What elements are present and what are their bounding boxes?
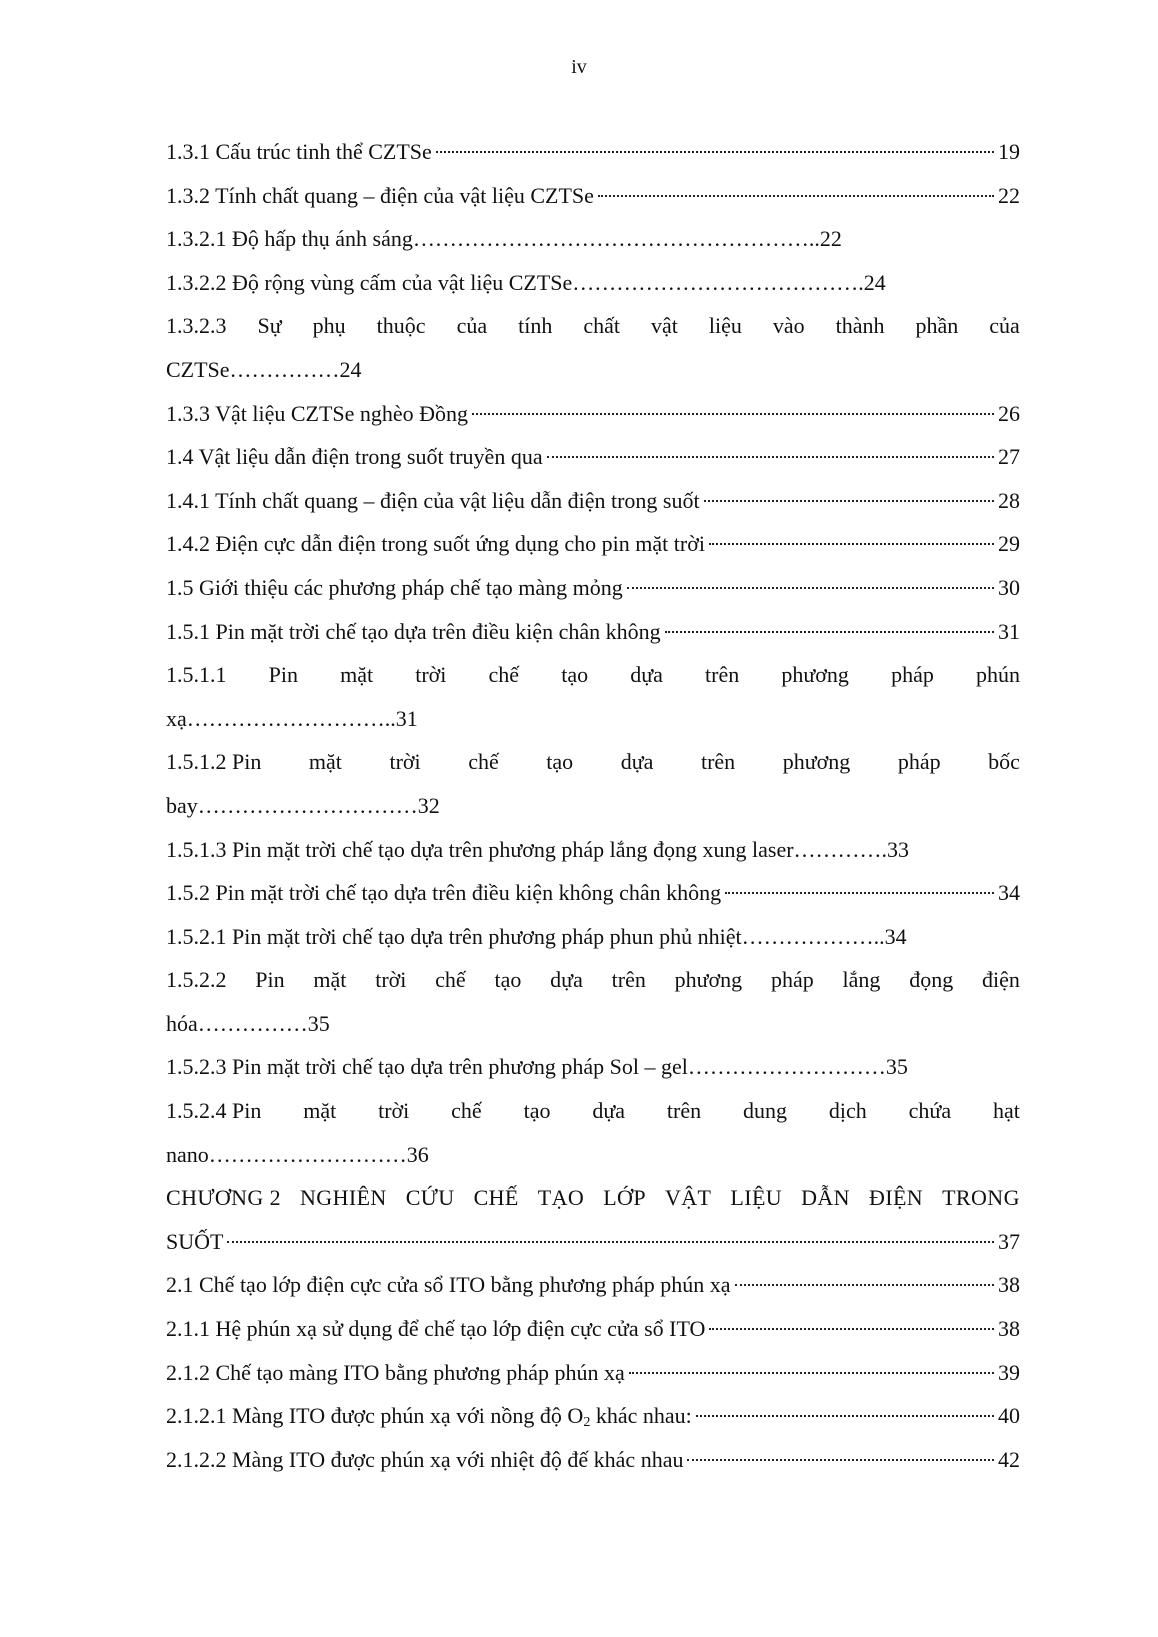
toc-entry-label: SUỐT [166, 1228, 224, 1254]
toc-word: LỚP [603, 1185, 646, 1211]
toc-word: liệu [708, 313, 742, 339]
toc-word: tạo [546, 749, 574, 775]
toc-entry[interactable] [166, 392, 1020, 436]
toc-entry[interactable] [166, 1263, 1020, 1307]
toc-word: phương [782, 749, 851, 775]
toc-word: tạo [561, 662, 589, 688]
toc-word: dựa [592, 1098, 626, 1124]
toc-entry-continuation[interactable] [166, 348, 1020, 392]
toc-word: 1.3.2.3 [166, 313, 227, 339]
toc-word: trời [375, 967, 407, 993]
toc-word: Pin [268, 662, 298, 688]
toc-word: dựa [630, 662, 663, 688]
toc-word: dựa [550, 967, 583, 993]
toc-word: lắng [842, 967, 881, 993]
toc-word: NGHIÊN [300, 1185, 387, 1211]
dot-leader [598, 195, 994, 197]
toc-word: mặt [340, 662, 374, 688]
toc-word: trên [700, 749, 736, 775]
toc-word: VẬT [664, 1185, 712, 1211]
toc-word: dựa [620, 749, 654, 775]
toc-word: của [456, 313, 488, 339]
toc-entry-page: 34 [998, 880, 1020, 906]
dot-leader [687, 1459, 994, 1461]
toc-word: phún [975, 662, 1020, 688]
toc-word: trời [389, 749, 421, 775]
toc-word: phương [674, 967, 743, 993]
toc-entry-label [166, 1394, 692, 1438]
toc-entry-text: 1.3.2.2 Độ rộng vùng cấm của vật liệu CZTSe………………………………….24 [166, 269, 886, 295]
toc-word: trên [666, 1098, 702, 1124]
toc-entry-page: 38 [998, 1316, 1020, 1342]
toc-entry-page: 31 [998, 618, 1020, 644]
toc-entry[interactable] [166, 566, 1020, 610]
toc-word: LIỆU [730, 1185, 783, 1211]
toc-entry-text: CZTSe……………24 [166, 356, 362, 382]
subscript: 2 [583, 1415, 591, 1431]
toc-entry-label: 1.4.1 Tính chất quang – điện của vật liệu dẫn điện trong suốt [166, 487, 700, 513]
toc-entry-text: xạ………………………..31 [166, 705, 418, 731]
toc-entry-justified-line[interactable] [166, 653, 1020, 697]
toc-word: trên [705, 662, 740, 688]
dot-leader [472, 413, 994, 415]
toc-entry-continuation[interactable] [166, 1133, 1020, 1177]
toc-entry-label: 1.4 Vật liệu dẫn điện trong suốt truyền qua [166, 444, 543, 470]
toc-word: Sự [257, 313, 282, 339]
dot-leader [709, 543, 994, 545]
toc-word: trời [415, 662, 447, 688]
dot-leader [547, 456, 994, 458]
toc-entry[interactable] [166, 610, 1020, 654]
toc-entry-text: nano………………………36 [166, 1141, 429, 1167]
toc-entry[interactable] [166, 130, 1020, 174]
toc-word: trời [378, 1098, 410, 1124]
toc-entry-justified-line[interactable] [166, 1089, 1020, 1133]
toc-word: phụ [312, 313, 346, 339]
toc-word: dung [743, 1098, 787, 1124]
dot-leader [665, 631, 994, 633]
toc-entry-page: 29 [998, 531, 1020, 557]
toc-entry-text: 1.5.2.3 Pin mặt trời chế tạo dựa trên phương pháp Sol – gel………………………35 [166, 1054, 908, 1080]
toc-word: DẪN [801, 1185, 850, 1211]
toc-word: 1.5.2.2 [166, 967, 227, 993]
toc-entry-label: 1.5.1 Pin mặt trời chế tạo dựa trên điều kiện chân không [166, 618, 661, 644]
toc-word: vật [650, 313, 678, 339]
toc-entry-label: 1.4.2 Điện cực dẫn điện trong suốt ứng dụng cho pin mặt trời [166, 531, 705, 557]
toc-word: pháp [897, 749, 941, 775]
toc-entry-page: 28 [998, 487, 1020, 513]
label-text: khác nhau: [590, 1403, 692, 1429]
toc-word: chứa [908, 1098, 952, 1124]
dot-leader [629, 1372, 994, 1374]
toc-word: TẠO [537, 1185, 585, 1211]
toc-word: tính [518, 313, 553, 339]
page-number: iv [571, 56, 587, 78]
toc-entry-text: 1.5.1.3 Pin mặt trời chế tạo dựa trên phương pháp lắng đọng xung laser………….33 [166, 836, 910, 862]
toc-word: bốc [988, 749, 1020, 775]
toc-word: chế [451, 1098, 482, 1124]
toc-word: CHƯƠNG 2 [166, 1185, 281, 1211]
toc-word: thành [835, 313, 885, 339]
dot-leader [709, 1328, 994, 1330]
toc-entry-justified-line[interactable] [166, 740, 1020, 784]
toc-word: phần [915, 313, 959, 339]
toc-entry[interactable] [166, 1394, 1020, 1438]
toc-word: TRONG [942, 1185, 1020, 1211]
toc-entry[interactable] [166, 1351, 1020, 1395]
toc-word: mặt [303, 1098, 337, 1124]
toc-entry-continuation[interactable] [166, 1220, 1020, 1264]
toc-word: trên [611, 967, 646, 993]
toc-entry-page: 27 [998, 444, 1020, 470]
toc-entry-label: 1.5 Giới thiệu các phương pháp chế tạo màng mỏng [166, 574, 623, 600]
toc-entry-page: 19 [998, 139, 1020, 164]
toc-entry-page: 39 [998, 1359, 1020, 1385]
toc-word: 1.5.1.2 Pin [166, 749, 262, 775]
toc-word: điện [981, 967, 1020, 993]
toc-entry-page: 40 [998, 1403, 1020, 1429]
toc-entry-justified-line[interactable] [166, 958, 1020, 1002]
toc-word: đọng [909, 967, 954, 993]
toc-word: 1.5.2.4 Pin [166, 1098, 262, 1124]
toc-entry-label: 2.1.2.2 Màng ITO được phún xạ với nhiệt độ đế khác nhau [166, 1446, 684, 1472]
toc-word: tạo [494, 967, 522, 993]
toc-entry-continuation[interactable] [166, 784, 1020, 828]
toc-entry[interactable] [166, 1307, 1020, 1351]
toc-word: chế [488, 662, 520, 688]
toc-entry-continuation[interactable] [166, 1002, 1020, 1046]
toc-word: hạt [992, 1098, 1020, 1124]
label-text: 2.1.2.1 Màng ITO được phún xạ với nồng độ O [166, 1403, 584, 1429]
toc-chapter-heading[interactable] [166, 1176, 1020, 1220]
toc-entry-text: 1.3.2.1 Độ hấp thụ ánh sáng………………………………………………..22 [166, 226, 842, 252]
toc-word: mặt [308, 749, 342, 775]
toc-entry-justified-line[interactable] [166, 304, 1020, 348]
toc-entry[interactable] [166, 217, 1020, 261]
toc-entry[interactable] [166, 828, 1020, 872]
dot-leader [227, 1241, 994, 1243]
toc-entry[interactable] [166, 435, 1020, 479]
toc-word: chế [435, 967, 466, 993]
table-of-contents [166, 130, 1020, 1481]
toc-word: của [989, 313, 1020, 339]
dot-leader [735, 1284, 994, 1286]
dot-leader [696, 1415, 994, 1417]
toc-entry-page: 30 [998, 574, 1020, 600]
toc-word: thuộc [376, 313, 426, 339]
toc-word: tạo [523, 1098, 551, 1124]
toc-word: vào [772, 313, 805, 339]
toc-word: ĐIỆN [868, 1185, 924, 1211]
toc-word: pháp [770, 967, 814, 993]
toc-entry-continuation[interactable] [166, 697, 1020, 741]
toc-entry[interactable] [166, 261, 1020, 305]
toc-entry-page: 22 [998, 182, 1020, 208]
toc-entry-text: hóa……………35 [166, 1010, 330, 1036]
dot-leader [436, 151, 994, 153]
toc-entry-page: 37 [998, 1228, 1020, 1254]
toc-word: mặt [313, 967, 347, 993]
toc-entry[interactable] [166, 915, 1020, 959]
toc-entry[interactable] [166, 1045, 1020, 1089]
toc-entry[interactable] [166, 1438, 1020, 1482]
toc-word: chế [468, 749, 499, 775]
dot-leader [725, 892, 994, 894]
toc-entry-label: 1.5.2 Pin mặt trời chế tạo dựa trên điều kiện không chân không [166, 880, 722, 906]
toc-word: CỨU [405, 1185, 455, 1211]
toc-entry[interactable] [166, 522, 1020, 566]
toc-word: Pin [255, 967, 285, 993]
toc-word: 1.5.1.1 [166, 662, 227, 688]
toc-word: chất [583, 313, 620, 339]
toc-entry[interactable] [166, 479, 1020, 523]
dot-leader [627, 587, 994, 589]
toc-entry-label: 1.3.2 Tính chất quang – điện của vật liệu CZTSe [166, 182, 594, 208]
toc-entry-label: 2.1 Chế tạo lớp điện cực cửa sổ ITO bằng phương pháp phún xạ [166, 1272, 731, 1298]
toc-entry-text: 1.5.2.1 Pin mặt trời chế tạo dựa trên phương pháp phun phủ nhiệt………………..34 [166, 923, 907, 949]
toc-entry-label: 2.1.2 Chế tạo màng ITO bằng phương pháp phún xạ [166, 1359, 625, 1385]
toc-word: phương [781, 662, 849, 688]
toc-entry[interactable] [166, 174, 1020, 218]
toc-entry-page: 42 [998, 1446, 1020, 1472]
toc-entry-page: 38 [998, 1272, 1020, 1298]
toc-entry-page: 26 [998, 400, 1020, 426]
toc-entry-text: bay…………………………32 [166, 792, 440, 818]
toc-entry-label: 1.3.1 Cấu trúc tinh thể CZTSe [166, 139, 432, 164]
toc-word: pháp [891, 662, 934, 688]
toc-entry[interactable] [166, 871, 1020, 915]
toc-entry-label: 2.1.1 Hệ phún xạ sử dụng để chế tạo lớp điện cực cửa sổ ITO [166, 1316, 706, 1342]
toc-entry-label: 1.3.3 Vật liệu CZTSe nghèo Đồng [166, 400, 469, 426]
toc-word: dịch [828, 1098, 867, 1124]
toc-word: CHẾ [473, 1185, 519, 1211]
dot-leader [704, 500, 994, 502]
